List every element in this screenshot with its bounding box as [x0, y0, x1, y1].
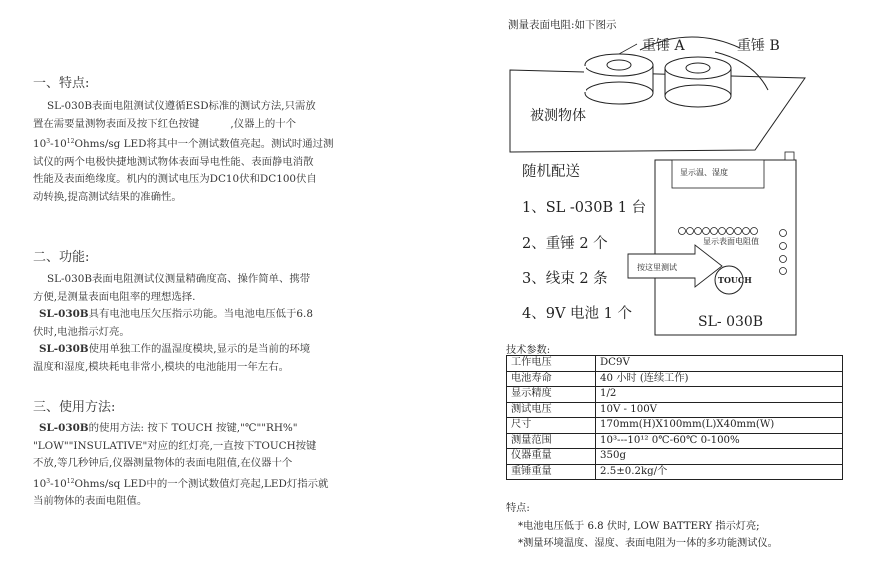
weight-b-icon: [665, 57, 731, 107]
table-row: 测试电压 10V - 100V: [507, 402, 843, 418]
device-model-label: SL- 030B: [698, 314, 764, 330]
s2-line: 温度和湿度,模块耗电非常小,模块的电池能用一年左右。: [33, 360, 289, 373]
s3-line: 不放,等几秒钟后,仪器测量物体的表面电阻值,在仪器十个: [33, 457, 293, 469]
accessory-item: 4、9V 电池 1 个: [522, 306, 632, 322]
section-2-body: [33, 271, 403, 376]
s2-line: SL-030B具有电池电压欠压指示功能。当电池电压低于6.8: [39, 308, 313, 320]
device-touch-label[interactable]: TOUCH: [718, 275, 752, 285]
table-row: 显示精度 1/2: [507, 387, 843, 403]
s1-line: 试仪的两个电极快捷地测试物体表面导电性能、表面静电消散: [33, 155, 314, 168]
s3-line: SL-030B的使用方法: 按下 TOUCH 按键,"℃""RH%": [39, 422, 298, 434]
s3-line: 当前物体的表面电阻值。: [33, 495, 148, 507]
s1-line: 动转换,提高测试结果的准确性。: [33, 190, 182, 203]
s2-line: 伏时,电池指示灯亮。: [33, 325, 130, 338]
test-object-label: 被测物体: [530, 108, 586, 124]
accessories-title: 随机配送: [522, 164, 580, 180]
specs-title: 技术参数:: [506, 345, 551, 356]
section-1-body: [33, 98, 403, 206]
feature-item: *测量环境温度、湿度、表面电阻为一体的多功能测试仪。: [518, 538, 778, 549]
device-press-label: 按这里测试: [637, 263, 677, 272]
weight-a-icon: [584, 54, 653, 104]
device-display-label: 显示温、湿度: [680, 168, 728, 177]
table-row: 仪器重量 350g: [507, 449, 843, 465]
s2-line: SL-030B使用单独工作的温湿度模块,显示的是当前的环境: [39, 343, 311, 355]
features-title: 特点:: [506, 503, 530, 514]
table-row: 电池寿命 40 小时 (连续工作): [507, 371, 843, 387]
section-3-title: 三、使用方法:: [33, 400, 116, 415]
weight-b-label: 重锤 B: [737, 38, 780, 54]
accessory-item: 2、重锤 2 个: [522, 236, 608, 252]
s1-line: 置在需要量测物表面及按下红色按键 ,仪器上的十个: [33, 117, 297, 130]
s1-line: SL-030B表面电阻测试仪遵循ESD标准的测试方法,只需放: [47, 100, 316, 112]
accessory-item: 3、线束 2 条: [522, 271, 608, 287]
weight-a-label: 重锤 A: [642, 38, 685, 54]
diagram-caption: 测量表面电阻:如下图示: [508, 19, 617, 31]
table-row: 测量范围 10³---10¹² 0℃-60℃ 0-100%: [507, 433, 843, 449]
specs-table: [506, 355, 843, 480]
table-row: 工作电压 DC9V: [507, 356, 843, 372]
accessory-item: 1、SL -030B 1 台: [522, 200, 647, 216]
table-row: 尺寸 170mm(H)X100mm(L)X40mm(W): [507, 418, 843, 434]
s2-line: SL-030B表面电阻测试仪测量精确度高、操作简单、携带: [47, 273, 311, 285]
device-resistance-label: 显示表面电阻值: [703, 237, 759, 246]
device-sensor: [785, 152, 794, 160]
section-2-title: 二、功能:: [33, 250, 90, 265]
section-3-body: [33, 420, 403, 511]
s3-line: $10^3-10^{12}Ohms/sq$ LED中的一个测试数值灯亮起,LED灯指示就: [33, 477, 329, 490]
measurement-diagram: [500, 30, 810, 340]
feature-item: *电池电压低于 6.8 伏时, LOW BATTERY 指示灯亮;: [518, 521, 760, 532]
section-1-title: 一、特点:: [33, 76, 90, 91]
s1-line: $10^3-10^{12}Ohms/sg$ LED将其中一个测试数值亮起。测试时通过测: [33, 138, 334, 150]
s2-line: 方便,是测量表面电阻率的理想选择.: [33, 290, 196, 303]
table-row: 重锤重量 2.5±0.2kg/个: [507, 464, 843, 480]
s3-line: "LOW""INSULATIVE"对应的红灯亮,一直按下TOUCH按键: [33, 439, 317, 452]
s1-line: 性能及表面绝缘度。机内的测试电压为DC10伏和DC100伏自: [33, 173, 317, 185]
